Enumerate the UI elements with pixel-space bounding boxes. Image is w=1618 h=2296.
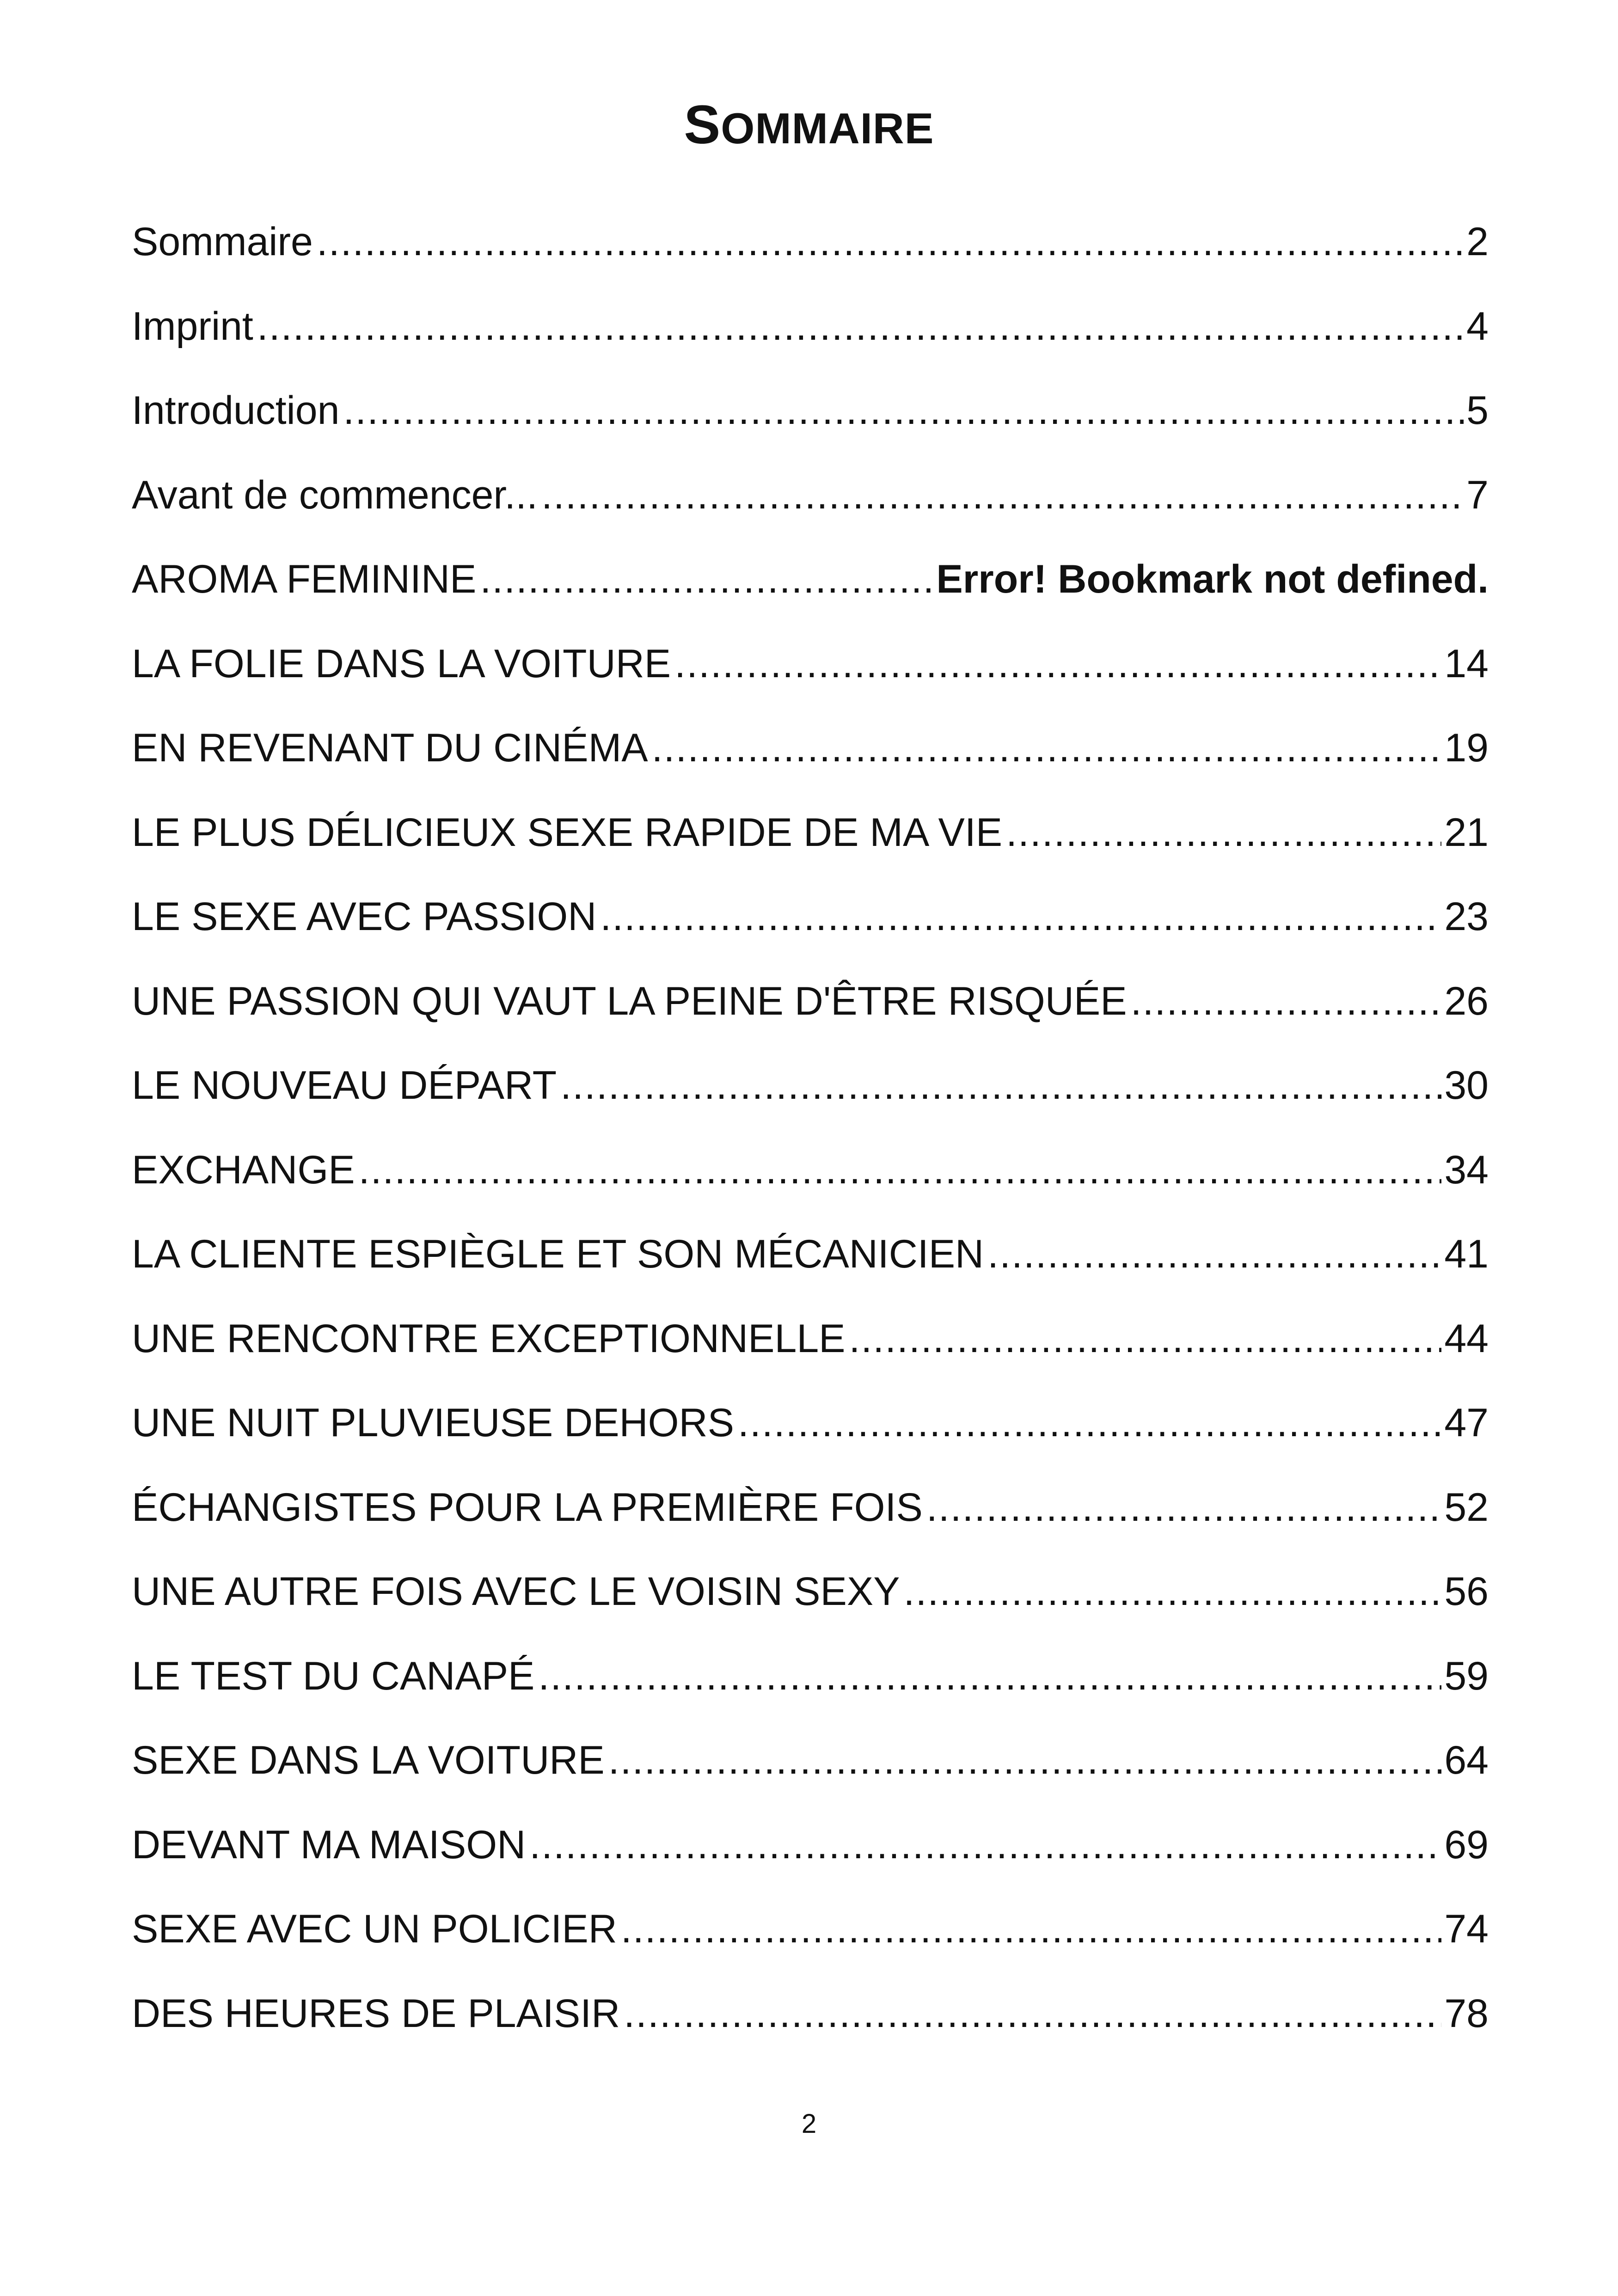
- toc-dot-leader: [343, 368, 1464, 453]
- toc-entry-title: LE TEST DU CANAPÉ: [132, 1653, 535, 1698]
- toc-dot-leader: [904, 1549, 1442, 1634]
- toc-entry-aroma-feminine[interactable]: [132, 537, 1489, 622]
- toc-entry-le-nouveau-depart[interactable]: [132, 1043, 1489, 1128]
- toc-entry-title: UNE PASSION QUI VAUT LA PEINE D'ÊTRE RISQUÉE: [132, 979, 1127, 1023]
- toc-entry-title: UNE AUTRE FOIS AVEC LE VOISIN SEXY: [132, 1569, 900, 1614]
- toc-entry-title: LE SEXE AVEC PASSION: [132, 894, 597, 939]
- toc-dot-leader: [608, 1718, 1442, 1803]
- toc-entry-title: EN REVENANT DU CINÉMA: [132, 726, 648, 770]
- toc-entry-page: 78: [1444, 1991, 1489, 2036]
- toc-entry-title: LE PLUS DÉLICIEUX SEXE RAPIDE DE MA VIE: [132, 810, 1003, 855]
- toc-dot-leader: [926, 1465, 1442, 1550]
- toc-entry-sommaire[interactable]: [132, 200, 1489, 284]
- toc-entry-title: UNE NUIT PLUVIEUSE DEHORS: [132, 1401, 735, 1445]
- toc-entry-page: 2: [1466, 220, 1489, 264]
- toc-entry-page: 69: [1444, 1822, 1489, 1867]
- toc-dot-leader: [849, 1297, 1442, 1381]
- toc-dot-leader: [480, 537, 933, 622]
- toc-entry-une-nuit-pluvieuse-dehors[interactable]: [132, 1381, 1489, 1465]
- toc-entry-title: Avant de commencer...: [132, 472, 538, 517]
- toc-entry-title: Imprint: [132, 304, 253, 349]
- toc-dot-leader: [529, 1803, 1441, 1887]
- toc-entry-page: 56: [1444, 1569, 1489, 1614]
- toc-dot-leader: [674, 622, 1441, 706]
- toc-dot-leader: [1131, 959, 1442, 1044]
- toc-entry-la-cliente-espiegle[interactable]: [132, 1212, 1489, 1297]
- toc-entry-title: EXCHANGE: [132, 1147, 355, 1192]
- toc-entry-page: 23: [1444, 894, 1489, 939]
- toc-entry-une-autre-fois-avec-le-voisin[interactable]: [132, 1549, 1489, 1634]
- toc-dot-leader: [987, 1212, 1441, 1297]
- toc-entry-title: LA CLIENTE ESPIÈGLE ET SON MÉCANICIEN: [132, 1232, 984, 1276]
- toc-entry-title: Introduction: [132, 388, 340, 433]
- toc-entry-title: LA FOLIE DANS LA VOITURE: [132, 641, 671, 686]
- toc-entry-imprint[interactable]: [132, 284, 1489, 369]
- toc-entry-title: UNE RENCONTRE EXCEPTIONNELLE: [132, 1316, 846, 1361]
- toc-entry-page: 21: [1444, 810, 1489, 855]
- toc-dot-leader: [738, 1381, 1441, 1465]
- toc-entry-exchange[interactable]: [132, 1128, 1489, 1212]
- toc-entry-devant-ma-maison[interactable]: [132, 1803, 1489, 1887]
- toc-entry-title: SEXE DANS LA VOITURE: [132, 1738, 605, 1782]
- toc-entry-le-test-du-canape[interactable]: [132, 1634, 1489, 1719]
- toc-entry-title: DES HEURES DE PLAISIR: [132, 1991, 620, 2036]
- toc-dot-leader: [1006, 790, 1441, 875]
- toc-entry-page: 4: [1466, 304, 1489, 349]
- toc-dot-leader: [541, 453, 1464, 538]
- toc-entry-page: 74: [1444, 1907, 1489, 1951]
- toc-entry-page: 7: [1466, 472, 1489, 517]
- toc-entry-des-heures-de-plaisir[interactable]: [132, 1971, 1489, 2056]
- toc-entry-title: LE NOUVEAU DÉPART: [132, 1063, 557, 1108]
- toc-entry-sexe-avec-un-policier[interactable]: [132, 1887, 1489, 1971]
- toc-entry-page-error: Error! Bookmark not defined.: [936, 557, 1489, 601]
- toc-entry-page: 47: [1444, 1401, 1489, 1445]
- page-title-rest: OMMAIRE: [721, 104, 934, 153]
- toc-entry-la-folie-dans-la-voiture[interactable]: [132, 622, 1489, 706]
- toc-dot-leader: [538, 1634, 1441, 1719]
- table-of-contents: [132, 200, 1489, 2056]
- toc-dot-leader: [652, 706, 1442, 790]
- toc-entry-sexe-dans-la-voiture[interactable]: [132, 1718, 1489, 1803]
- toc-dot-leader: [257, 284, 1464, 369]
- toc-dot-leader: [359, 1128, 1442, 1212]
- toc-dot-leader: [600, 875, 1441, 959]
- page-title-initial: S: [684, 94, 721, 155]
- toc-entry-une-passion-qui-vaut-la-peine[interactable]: [132, 959, 1489, 1044]
- toc-entry-title: SEXE AVEC UN POLICIER: [132, 1907, 617, 1951]
- toc-entry-page: 14: [1444, 641, 1489, 686]
- toc-entry-title: Sommaire: [132, 220, 313, 264]
- toc-entry-page: 19: [1444, 726, 1489, 770]
- toc-entry-avant-de-commencer[interactable]: [132, 453, 1489, 538]
- toc-dot-leader: [317, 200, 1464, 284]
- toc-entry-page: 30: [1444, 1063, 1489, 1108]
- toc-dot-leader: [621, 1887, 1441, 1971]
- toc-dot-leader: [560, 1043, 1441, 1128]
- toc-entry-page: 26: [1444, 979, 1489, 1023]
- toc-entry-title: AROMA FEMININE: [132, 557, 477, 601]
- toc-entry-title: ÉCHANGISTES POUR LA PREMIÈRE FOIS: [132, 1485, 923, 1530]
- toc-dot-leader: [624, 1971, 1441, 2056]
- toc-entry-le-sexe-avec-passion[interactable]: [132, 875, 1489, 959]
- toc-entry-une-rencontre-exceptionnelle[interactable]: [132, 1297, 1489, 1381]
- toc-entry-echangistes-pour-la-premiere-fois[interactable]: [132, 1465, 1489, 1550]
- toc-entry-page: 41: [1444, 1232, 1489, 1276]
- toc-entry-page: 52: [1444, 1485, 1489, 1530]
- toc-entry-page: 34: [1444, 1147, 1489, 1192]
- toc-entry-introduction[interactable]: [132, 368, 1489, 453]
- page-number: 2: [801, 2109, 817, 2139]
- toc-entry-page: 59: [1444, 1653, 1489, 1698]
- toc-entry-en-revenant-du-cinema[interactable]: [132, 706, 1489, 790]
- page-title: [0, 88, 1618, 165]
- toc-entry-le-plus-delicieux-sexe-rapide[interactable]: [132, 790, 1489, 875]
- toc-entry-page: 44: [1444, 1316, 1489, 1361]
- toc-entry-title: DEVANT MA MAISON: [132, 1822, 526, 1867]
- toc-entry-page: 64: [1444, 1738, 1489, 1782]
- toc-entry-page: 5: [1466, 388, 1489, 433]
